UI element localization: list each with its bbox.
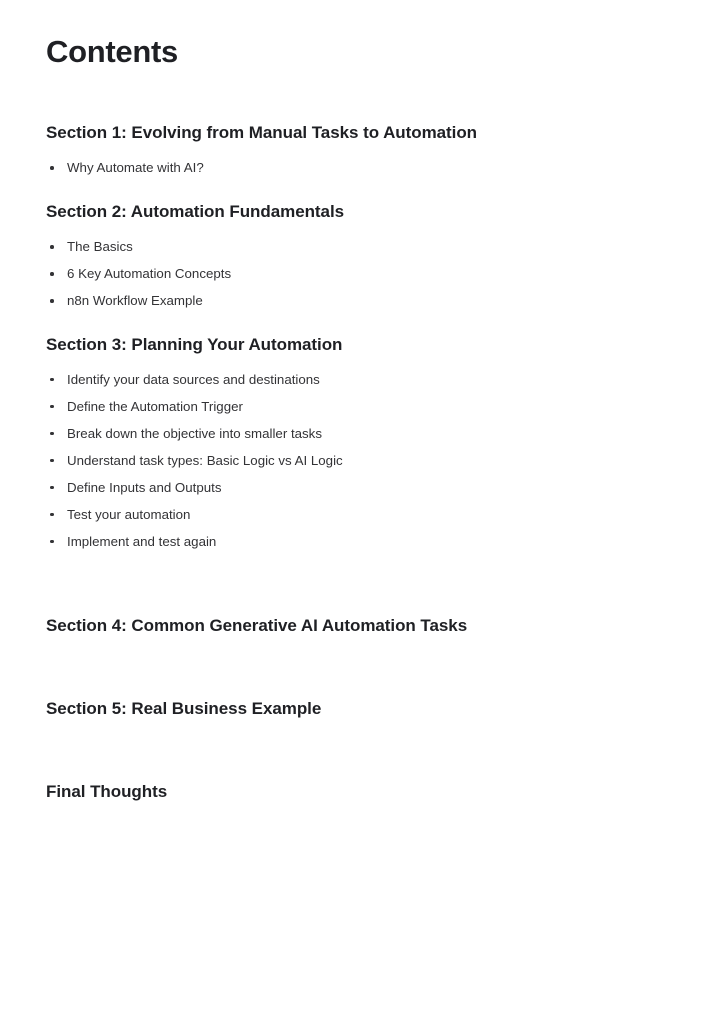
bullet-dot-icon xyxy=(50,299,54,303)
toc-section-heading[interactable]: Section 1: Evolving from Manual Tasks to Automation xyxy=(46,123,478,143)
bullet-dot-icon xyxy=(50,245,54,249)
bullet-dot-icon xyxy=(50,378,54,382)
toc-section-heading[interactable]: Section 5: Real Business Example xyxy=(46,699,322,719)
section-spacer xyxy=(46,549,678,615)
list-item[interactable] xyxy=(46,480,678,496)
list-item-label: Define the Automation Trigger xyxy=(67,398,243,414)
list-item-label: Implement and test again xyxy=(67,533,217,549)
toc-section-heading[interactable]: Section 2: Automation Fundamentals xyxy=(46,202,345,222)
toc-section-2 xyxy=(46,201,678,309)
list-item[interactable] xyxy=(46,293,678,309)
toc-section-3-list xyxy=(46,357,678,550)
list-item-label: 6 Key Automation Concepts xyxy=(67,265,232,281)
bullet-dot-icon xyxy=(50,405,54,409)
list-item[interactable] xyxy=(46,507,678,523)
toc-section-heading[interactable]: Section 4: Common Generative AI Automation Tasks xyxy=(46,616,468,636)
toc-section-1 xyxy=(46,122,678,176)
bullet-dot-icon xyxy=(50,540,54,544)
list-item[interactable] xyxy=(46,239,678,255)
bullet-dot-icon xyxy=(50,432,54,436)
list-item[interactable] xyxy=(46,453,678,469)
toc-section-heading[interactable]: Final Thoughts xyxy=(46,782,168,802)
bullet-dot-icon xyxy=(50,166,54,170)
list-item-label: Understand task types: Basic Logic vs AI Logic xyxy=(67,452,343,468)
bullet-dot-icon xyxy=(50,486,54,490)
toc-section-heading[interactable]: Section 3: Planning Your Automation xyxy=(46,334,343,354)
list-item[interactable] xyxy=(46,160,678,176)
list-item[interactable] xyxy=(46,426,678,442)
page-title: Contents xyxy=(46,34,178,69)
toc-section-4 xyxy=(46,615,678,638)
section-spacer xyxy=(46,721,678,781)
section-spacer xyxy=(46,638,678,698)
bullet-dot-icon xyxy=(50,272,54,276)
section-spacer xyxy=(46,309,678,334)
table-of-contents xyxy=(46,122,678,804)
toc-section-final-thoughts xyxy=(46,781,678,804)
bullet-dot-icon xyxy=(50,513,54,517)
list-item-label: n8n Workflow Example xyxy=(67,292,203,308)
list-item[interactable] xyxy=(46,372,678,388)
bullet-dot-icon xyxy=(50,459,54,463)
toc-section-3 xyxy=(46,334,678,550)
toc-section-2-list xyxy=(46,224,678,309)
list-item-label: Test your automation xyxy=(67,506,191,522)
list-item[interactable] xyxy=(46,399,678,415)
list-item-label: The Basics xyxy=(67,239,133,255)
toc-section-1-list xyxy=(46,145,678,176)
toc-section-5 xyxy=(46,698,678,721)
list-item[interactable] xyxy=(46,534,678,550)
list-item[interactable] xyxy=(46,266,678,282)
list-item-label: Define Inputs and Outputs xyxy=(67,479,222,495)
list-item-label: Why Automate with AI? xyxy=(67,160,204,176)
section-spacer xyxy=(46,176,678,201)
list-item-label: Identify your data sources and destinations xyxy=(67,371,320,387)
list-item-label: Break down the objective into smaller tasks xyxy=(67,425,322,441)
